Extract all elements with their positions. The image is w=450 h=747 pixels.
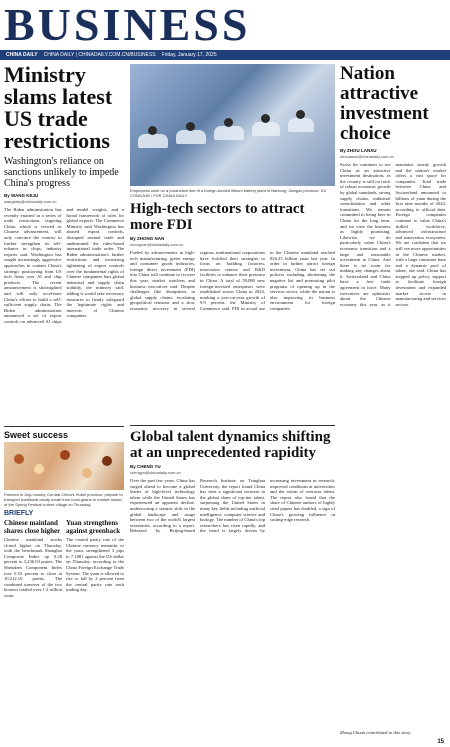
- sweet-caption: Farmers in Jinju county, Central China's Hubei province, prepare to transport traditional candy made from local grains to market ahead of the Spring Festival in their village on Thursday.: [4, 492, 123, 507]
- brief-body: Chinese mainland stocks closed higher on Thursday, with the benchmark Shanghai Composite Index up 0.28 percent to 3,236.03 points. The Shenzhen Component Index rose 0.53 percent to close at 10,212.10 points. The combined turnover of the two bourses totaled over 1.2 trillion yuan.: [4, 537, 62, 598]
- worker-figure: [176, 130, 206, 144]
- sweet-label: Sweet success: [4, 430, 69, 440]
- briefly-label: BRIEFLY: [4, 510, 34, 517]
- fdi-byline: By ZHONG NAN: [130, 236, 165, 241]
- investment-body: Swiss fin continues to see China as an attractive investment destination, as the country is still on track of robust economic growth by global standards, strong supply chains, industrial consolidation and other transitions. We remain committed to being here in China for the long term, and we view the business as highly promising. Likewise, we do particularly value China's economic transition and a large and reasonable investment in China. And there is no room for making any changes about it. Switzerland and China have a free trade agreement in force. Many executives are optimistic about the Chinese economy this year, as it maintains steady growth and the nation's market offers a vast space for companies. Total trade between China and Switzerland amounted to billions of yuan during the first nine months of 2024, according to official data. Foreign companies continue to value China's skilled workforce, advanced infrastructure and innovation ecosystem. We are confident that we will see more opportunities in the Chinese market, with a large consumer base and a dynamic pool of talent, she said. China has stepped up policy support to facilitate foreign investment and expanded market access in manufacturing and services sectors.: [340, 162, 446, 307]
- worker-figure: [214, 126, 244, 140]
- candy-shape: [34, 464, 44, 474]
- worker-figure: [288, 118, 314, 132]
- fdi-email: zhongnan@chinadaily.com.cn: [130, 242, 184, 247]
- factory-caption: Employees work on a production line of a foreign-funded lithium battery plant in Nantong, Jiangsu province. XU CONGJUN / FOR CHINA DAILY: [130, 188, 327, 198]
- talent-byline: By CHENG YU: [130, 464, 161, 469]
- lead-subhead: Washington's reliance on sanctions unlikely to impede China's progress: [4, 156, 119, 189]
- page-number: 15: [437, 739, 444, 745]
- worker-head: [186, 122, 195, 131]
- divider: [130, 425, 335, 426]
- worker-figure: [138, 134, 168, 148]
- talent-headline[interactable]: Global talent dynamics shifting at an unprecedented rapidity: [130, 429, 331, 461]
- lead-body: The Biden administration has recently enacted in a series of trade restrictions targeting China, which is viewed as Chinese advancement, will only convince the country to further strengthen its self-reliance in chips, industry experts said. Washington has sought increasingly aggressive approaches to contain China's strategic positioning from US tech firms over AI and chip products. The recent announcement is shortsighted and will only accelerate China's efforts to build a self-sufficient supply chain. The Biden administration announced a set of export controls on advanced AI chips and model weights, and a broad framework of rules for global exports. The Commerce Ministry said Washington has abused export controls, disrupted normal trade and undermined the rules-based international trade order. The Biden administration's further restrictions and increasing tightening of export controls over the fundamental rights of Chinese companies hurt global industrial and supply chain stability, the ministry said, adding it would take necessary measures to firmly safeguard the legitimate rights and interests of Chinese companies.: [4, 207, 124, 324]
- masthead-title: BUSINESS: [4, 0, 251, 50]
- candy-shape: [102, 456, 112, 466]
- brief-item: [4, 519, 62, 633]
- worker-figure: [252, 122, 280, 136]
- brief-title[interactable]: Yuan strengthens against greenback: [66, 519, 121, 535]
- worker-head: [148, 126, 157, 135]
- band-date: Friday, January 17, 2025: [161, 52, 217, 58]
- factory-photo: [130, 64, 335, 186]
- brief-title[interactable]: Chinese mainland shares close higher: [4, 519, 61, 535]
- candy-shape: [14, 454, 24, 464]
- talent-email: chengyu@chinadaily.com.cn: [130, 470, 181, 475]
- section-band: [0, 50, 450, 60]
- lead-headline[interactable]: Ministry slams latest US trade restrictions: [4, 62, 113, 153]
- investment-footer: Zhong Chuan contributed to this story.: [340, 730, 412, 735]
- fdi-body: Fueled by advancements in high-tech manufacturing, green energy and consumer goods industries, foreign direct investment (FDI) into China will continue to recover this year, market watchers and business executives said. Despite challenges like disruptions in global supply chains, escalating geopolitical tensions and a slow economic recovery in several regions, multinational corporations have fortified their strategies to focus on building factories, innovation centers and R&D facilities to enhance their presence in China. A total of 59,080 new foreign-invested enterprises were established across China in 2024, marking a year-on-year growth of 9.9 percent, the Ministry of Commerce said. FDI in actual use in the Chinese mainland reached 826.25 billion yuan last year. In order to further attract foreign investment, China has set out policies including shortening the negative list and promoting pilot programs of opening up in the services sector, while the nation is also improving its business environment for foreign companies.: [130, 250, 335, 311]
- candy-shape: [82, 468, 92, 478]
- worker-head: [261, 114, 270, 123]
- divider: [4, 426, 124, 427]
- brief-body: The central parity rate of the Chinese currency renminbi, or the yuan, strengthened 3 pips to 7.1881 against the US dollar on Thursday, according to the China Foreign Exchange Trade System. The yuan is allowed to rise or fall by 2 percent from the central parity rate each trading day.: [66, 537, 124, 593]
- candy-shape: [60, 450, 70, 460]
- investment-email: zhoulanxu@chinadaily.com.cn: [340, 154, 394, 159]
- band-text: CHINA DAILY | CHINADAILY.COM.CN/BUSINESS: [43, 52, 156, 58]
- middle-column: [130, 64, 335, 674]
- lead-email: wangkeju@chinadaily.com.cn: [4, 199, 57, 204]
- fdi-headline[interactable]: High-tech sectors to attract more FDI: [130, 201, 305, 233]
- right-column: [340, 64, 446, 736]
- investment-byline: By ZHOU LANXU: [340, 148, 377, 153]
- left-column: [4, 64, 124, 633]
- talent-body: Over the past few years, China has surged ahead to become a global leader of high-level technology talent while the United States has experienced an apparent decline, underscoring a seismic shift in the global landscape and usage between two of the world's largest economies, according to a report. Released by Beijing-based Research Institute on Tsinghua University, the report found China has seen a significant increase in the global share of top-tier talent, surpassing the United States in many key fields including artificial intelligence, computer science and biology. The number of China's top researchers has risen rapidly, and the trend is largely driven by increasing investment in research, improved conditions at universities and the return of overseas talent. The report also found that the share of Chinese authors of highly cited papers has doubled, a sign of China's growing influence in cutting-edge research.: [130, 478, 335, 534]
- brief-item: [66, 519, 124, 633]
- worker-head: [224, 118, 233, 127]
- worker-head: [296, 110, 305, 119]
- band-logo: CHINA DAILY: [6, 52, 38, 58]
- sweet-photo: [4, 442, 124, 490]
- investment-headline[interactable]: Nation attractive investment choice: [340, 63, 429, 144]
- lead-byline: By WANG KEJU: [4, 193, 39, 198]
- briefly-list: [4, 519, 124, 633]
